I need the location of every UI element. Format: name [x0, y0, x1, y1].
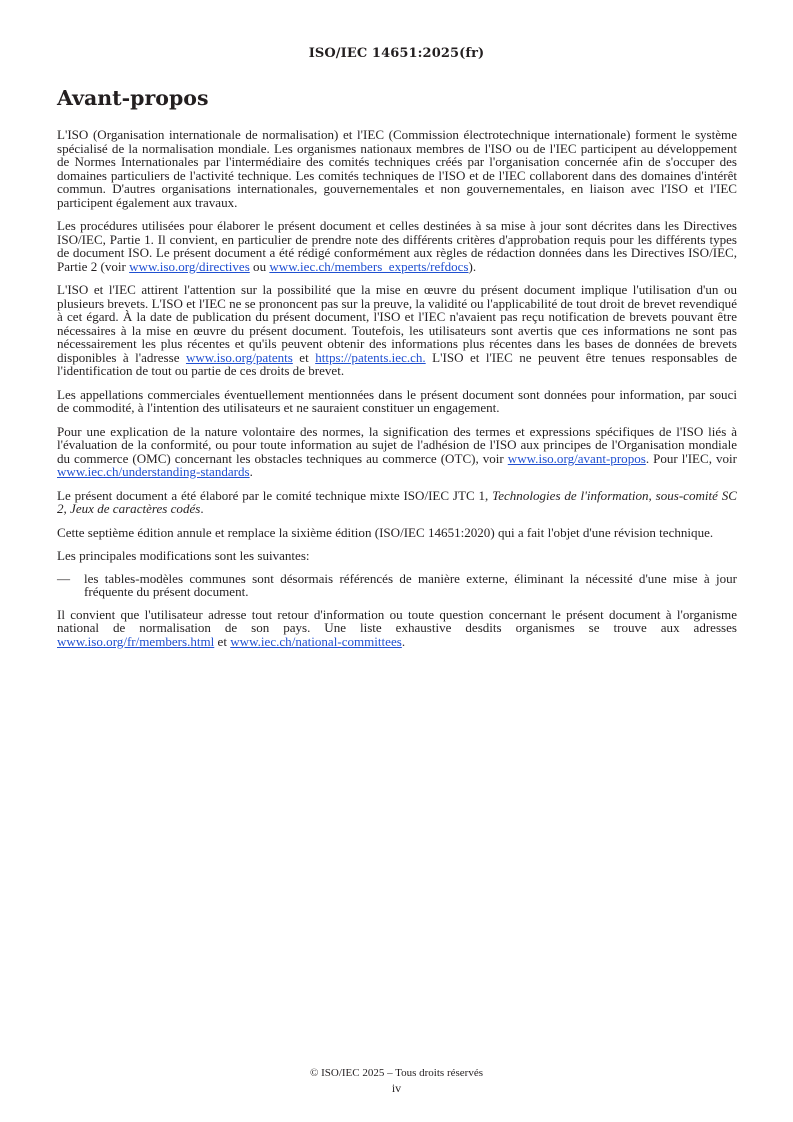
- foreword-body: [57, 128, 737, 658]
- paragraph-patents: L'ISO et l'IEC attirent l'attention sur la possibilité que la mise en œuvre du présent document implique l'utilisation d'un ou plusieurs brevets. L'ISO et l'IEC ne se prononcent pas sur la preuve, la validité ou l'applicabilité de tout droit de brevet revendiqué à cet égard. À la date de publication du présent document, l'ISO et l'IEC n'avaient pas reçu notification de brevets pouvant être nécessaires à la mise en œuvre du présent document. Toutefois, les utilisateurs sont avertis que ces informations ne sont pas nécessairement les plus récentes et qu'ils peuvent obtenir des informations plus récentes dans les bases de données de brevets disponibles à l'adresse www.iso.org/patents et https://patents.iec.ch. L'ISO et l'IEC ne peuvent être tenues responsables de l'identification de tout ou partie de ces droits de brevet.: [57, 282, 737, 378]
- paragraph-organisations: L'ISO (Organisation internationale de normalisation) et l'IEC (Commission électrotechnique internationale) forment le système spécialisé de la normalisation mondiale. Les organismes nationaux membres de l'ISO ou de l'IEC participent au développement de Normes Internationales par l'intermédiaire des comités techniques créés par l'organisation concernée afin de s'occuper des domaines particuliers de l'activité technique. Les comités techniques de l'ISO et de l'IEC collaborent dans des domaines d'intérêt commun. D'autres organisations internationales, gouvernementales et non gouvernementales, en liaison avec l'ISO et l'IEC participent également aux travaux.: [57, 127, 737, 210]
- understanding-standards-link[interactable]: www.iec.ch/understanding-standards: [57, 464, 250, 479]
- page-title: Avant-propos: [57, 86, 209, 110]
- paragraph-committee: Le présent document a été élaboré par le comité technique mixte ISO/IEC JTC 1, Technologies de l'information, sous-comité SC 2, Jeux de caractères codés.: [57, 487, 738, 516]
- list-dash: —: [57, 570, 71, 586]
- page-footer: [0, 1066, 793, 1096]
- iso-members-link[interactable]: www.iso.org/fr/members.html: [57, 633, 215, 649]
- copyright-notice: © ISO/IEC 2025 – Tous droits réservés: [310, 1067, 483, 1079]
- iso-patents-link[interactable]: www.iso.org/patents: [185, 349, 293, 365]
- paragraph-changes-intro: Les principales modifications sont les suivantes:: [57, 548, 310, 563]
- iec-national-committees-link[interactable]: www.iec.ch/national-committees: [230, 633, 402, 649]
- paragraph-edition: Cette septième édition annule et remplace la sixième édition (ISO/IEC 14651:2020) qui a fait l'objet d'une révision technique.: [57, 524, 714, 540]
- refdocs-link[interactable]: www.iec.ch/members_experts/refdocs: [269, 258, 469, 274]
- paragraph-trade-names: Les appellations commerciales éventuellement mentionnées dans le présent document sont données pour information, par souci de commodité, à l'intention des utilisateurs et ne sauraient constituer un engagement.: [57, 386, 737, 415]
- page-number: iv: [391, 1081, 402, 1095]
- paragraph-voluntary-nature: Pour une explication de la nature volontaire des normes, la signification des termes et expressions spécifiques de l'ISO liés à l'évaluation de la conformité, ou pour toute information au sujet de l'adhésion de l'ISO aux principes de l'Organisation mondiale du commerce (OMC) concernant les obstacles techniques au commerce (OTC), voir www.iso.org/avant-propos. Pour l'IEC, voir www.iec.ch/understanding-standards.: [57, 423, 737, 479]
- list-item-text: les tables-modèles communes sont désormais référencés de manière externe, éliminant la nécessité d'une mise à jour fréquente du présent document.: [84, 570, 737, 599]
- directives-link[interactable]: www.iso.org/directives: [129, 258, 250, 274]
- paragraph-feedback: Il convient que l'utilisateur adresse tout retour d'information ou toute question concernant le présent document à l'organisme national de normalisation de son pays. Une liste exhaustive desdits organismes se trouve aux adresses www.iso.org/fr/members.html et www.iec.ch/national-committees.: [57, 606, 737, 649]
- paragraph-procedures: Les procédures utilisées pour élaborer le présent document et celles destinées à sa mise à jour sont décrites dans les Directives ISO/IEC, Partie 1. Il convient, en particulier de prendre note des différents critères d'approbation requis pour les différents types de document ISO. Le présent document a été rédigé conformément aux règles de rédaction données dans les Directives ISO/IEC, Partie 2 (voir www.iso.org/directives ou www.iec.ch/members_experts/refdocs).: [57, 218, 737, 274]
- iec-patents-link[interactable]: https://patents.iec.ch.: [315, 349, 426, 365]
- list-item: [57, 572, 737, 599]
- document-header: ISO/IEC 14651:2025(fr): [308, 46, 485, 61]
- avant-propos-link[interactable]: www.iso.org/avant-propos: [507, 450, 646, 466]
